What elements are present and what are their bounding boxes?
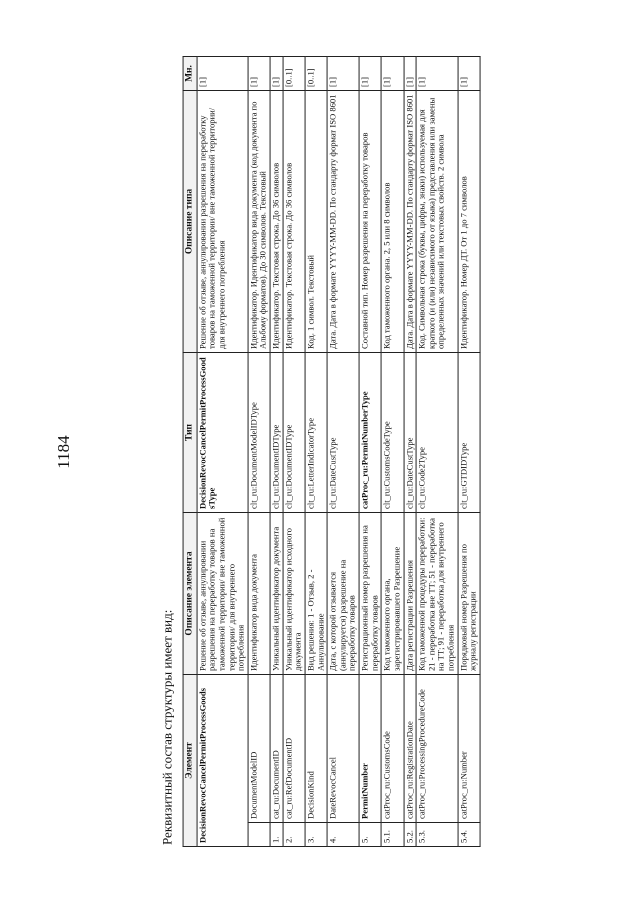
type-description: Код таможенного органа. 2, 5 или 8 символов [381,90,403,352]
row-number: 5. [359,823,381,847]
row-number: 3. [305,823,327,847]
multiplicity: [1] [270,56,283,90]
page-number: 1184 [54,435,73,469]
row-number [248,823,270,847]
row-number: 1. [270,823,283,847]
type-description: Составной тип. Номер разрешения на переработку товаров [359,90,381,352]
type-name: clt_ru:DocumentIDType [270,352,283,512]
type-name: catProc_ru:PermitNumberType [359,352,381,512]
row-number: 5.3. [416,823,458,847]
intro-text: Реквизитный состав структуры имеет вид: [159,609,175,845]
element-description: Код таможенной процедуры переработки: 21 - переработка вне ТТ; 51 - переработка на ТТ; 91 - переработка для внутреннего потребления [416,512,458,674]
header-element: Элемент [183,674,197,846]
row-number: 5.1. [381,823,403,847]
element-name: catProc_ru:Number [458,674,480,822]
type-description: Код. Символьная строка (буквы, цифры, знаки) используемая для краткого (и (или) независимого от языка) представления или замены определенных значений или текстовых свойств. 2 символа [416,90,458,352]
root-element-name: DecisionRevocCancelPermitProcessGoods [197,674,248,846]
element-name: cat_ru:RefDocumentID [283,674,305,822]
multiplicity: [1] [416,56,458,90]
element-description: Вид решения: 1 - Отзыв, 2 - Аннулирование [305,512,327,674]
element-description: Код таможенного органа, зарегистрировавшего Разрешение [381,512,403,674]
multiplicity: [1] [327,56,359,90]
row-number: 4. [327,823,359,847]
type-description: Дата. Дата в формате YYYY-MM-DD. По стандарту формат ISO 8601 [327,90,359,352]
root-type: DecisionRevocCancelPermitProcessGoodsType [197,352,248,512]
element-description: Идентификатор вида документа [248,512,270,674]
element-description: Уникальный идентификатор исходного документа [283,512,305,674]
table-row [404,56,417,846]
table-row [305,56,327,846]
table-row [270,56,283,846]
element-description: Дата регистрации Разрешения [404,512,417,674]
type-name: clt_ru:LetterIndicatorType [305,352,327,512]
element-name: catProc_ru:RegistrationDate [404,674,417,822]
element-name: catProc_ru:CustomsCode [381,674,403,822]
type-name: clt_ru:DocumentModelIDType [248,352,270,512]
type-description: Идентификатор. Номер ДТ. От 1 до 7 символов [458,90,480,352]
type-description: Дата. Дата в формате YYYY-MM-DD. По стандарту формат ISO 8601 [404,90,417,352]
rotated-page-content [160,57,481,847]
type-name: clt_ru:DateCustType [327,352,359,512]
multiplicity: [0..1] [305,56,327,90]
row-number: 5.4. [458,823,480,847]
multiplicity: [1] [248,56,270,90]
element-name: PermitNumber [359,674,381,822]
element-name: DateRevocCancel [327,674,359,822]
type-description: Код. 1 символ. Текстовый [305,90,327,352]
element-description: Порядковый номер Разрешения по журналу регистрации [458,512,480,674]
table-row [283,56,305,846]
type-description: Идентификатор. Текстовая строка. До 36 символов [283,90,305,352]
type-name: clt_ru:GTDIDType [458,352,480,512]
root-element-description: Решение об отзыве, аннулировании разрешения на переработку товаров на таможенной территории/ вне таможенной территории/ для внутреннего потребления [197,512,248,674]
header-type-description: Описание типа [183,90,197,352]
root-multiplicity: [1] [197,56,248,90]
multiplicity: [1] [359,56,381,90]
table-row [327,56,359,846]
element-name: DecisionKind [305,674,327,822]
multiplicity: [1] [404,56,417,90]
type-name: clt_ru:CustomsCodeType [381,352,403,512]
type-description: Идентификатор. Идентификатор вида документа (код документа по Альбому форматов). До 30 символов. Текстовый [248,90,270,352]
type-name: clt_ru:DateCustType [404,352,417,512]
type-description: Идентификатор. Текстовая строка. До 36 символов [270,90,283,352]
table-row [359,56,381,846]
element-name: cat_ru:DocumentID [270,674,283,822]
root-type-description: Решение об отзыве, аннулировании разрешения на переработку товаров на таможенной территории/ вне таможенной территории/ для внутреннего потребления [197,90,248,352]
table-row [381,56,403,846]
element-name: DocumentModelID [248,674,270,822]
type-name: clt_ru:DocumentIDType [283,352,305,512]
table-row [248,56,270,846]
table-row [416,56,458,846]
element-description: Дата, с которой отзывается (аннулируется) разрешение на переработку товаров [327,512,359,674]
header-type: Тип [183,352,197,512]
table-row-root [197,56,248,846]
element-name: catProc_ru:ProcessingProcedureCode [416,674,458,822]
table-row [458,56,480,846]
row-number: 2. [283,823,305,847]
table-header-row [183,56,197,846]
type-name: clt_ru:Code2Type [416,352,458,512]
multiplicity: [1] [458,56,480,90]
requisites-table [183,56,481,847]
header-multiplicity: Мн. [183,56,197,90]
element-description: Регистрационный номер разрешения на переработку товаров [359,512,381,674]
multiplicity: [0..1] [283,56,305,90]
header-element-description: Описание элемента [183,512,197,674]
row-number: 5.2. [404,823,417,847]
element-description: Уникальный идентификатор документа [270,512,283,674]
multiplicity: [1] [381,56,403,90]
